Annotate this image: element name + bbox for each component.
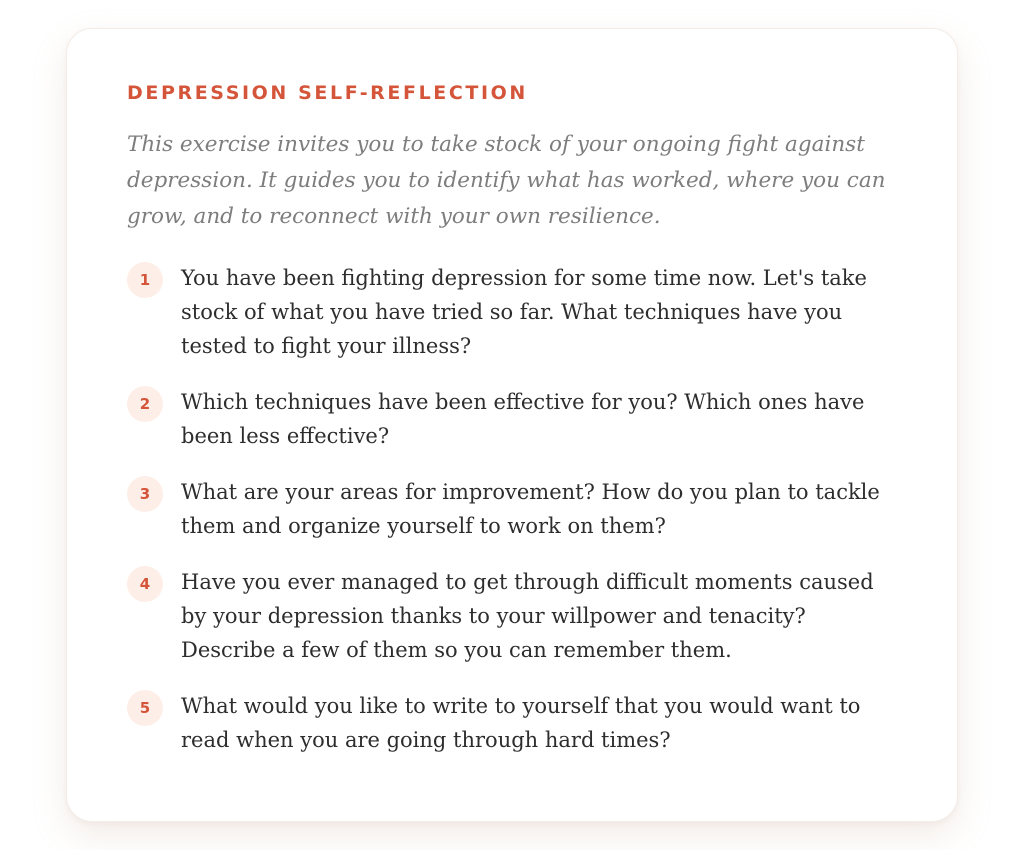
question-item <box>127 475 887 543</box>
question-item <box>127 385 887 453</box>
question-number-badge: 5 <box>127 690 163 726</box>
question-text: Which techniques have been effective for you? Which ones have been less effective? <box>181 390 865 448</box>
question-number-badge: 1 <box>127 262 163 298</box>
question-item <box>127 689 887 757</box>
question-number-badge: 2 <box>127 386 163 422</box>
question-number-badge: 3 <box>127 476 163 512</box>
question-text: What are your areas for improvement? How do you plan to tackle them and organize yourself to work on them? <box>181 480 880 538</box>
intro-paragraph: This exercise invites you to take stock of your ongoing fight against depression. It guides you to identify what has worked, where you can grow, and to reconnect with your own resilience. <box>127 132 886 229</box>
question-text: Have you ever managed to get through difficult moments caused by your depression thanks to your willpower and tenacity? Describe a few of them so you can remember them. <box>181 570 874 662</box>
question-text: What would you like to write to yourself that you would want to read when you are going through hard times? <box>181 694 861 752</box>
question-item <box>127 565 887 667</box>
reflection-card <box>66 28 958 822</box>
card-eyebrow-title: DEPRESSION SELF-REFLECTION <box>127 82 528 104</box>
question-item <box>127 261 887 363</box>
question-text: You have been fighting depression for some time now. Let's take stock of what you have tried so far. What techniques have you tested to fight your illness? <box>181 266 867 358</box>
question-number-badge: 4 <box>127 566 163 602</box>
question-list <box>127 261 887 757</box>
